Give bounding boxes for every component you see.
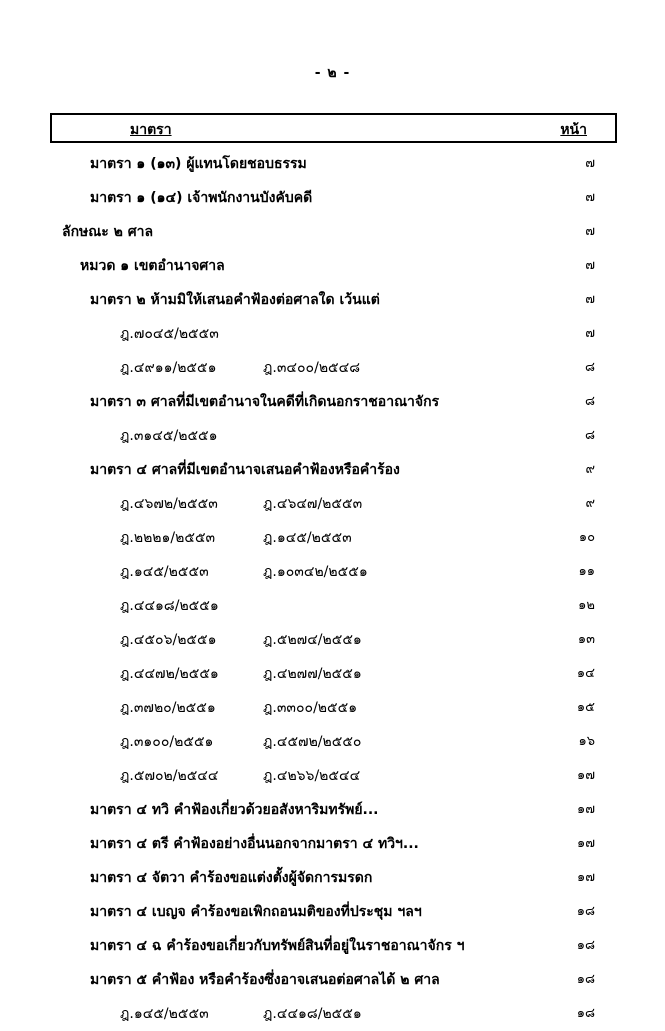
toc-entry-page-number: ๑๒ (578, 598, 595, 613)
toc-entry-page-number: ๑๔ (576, 666, 595, 681)
toc-column-header-title: มาตรา (130, 122, 172, 138)
toc-entry-secondary-label: ฎ.๑๔๕/๒๕๕๓ (263, 530, 352, 546)
toc-entry-label: ฎ.๔๔๗๒/๒๕๕๑ (120, 666, 219, 682)
toc-entry-secondary-label: ฎ.๑๐๓๔๒/๒๕๕๑ (263, 564, 368, 580)
toc-entry-label: ฎ.๑๔๕/๒๕๕๓ (120, 564, 209, 580)
page-folio: - ๒ - (314, 65, 351, 81)
toc-entry-page-number: ๑๘ (576, 972, 595, 987)
toc-entry-page-number: ๗ (585, 224, 595, 239)
toc-entry-page-number: ๘ (584, 360, 595, 375)
toc-entry-page-number: ๗ (585, 326, 595, 341)
toc-entry-label: ฎ.๓๑๔๕/๒๕๕๑ (120, 428, 218, 444)
toc-entry-label: มาตรา ๑ (๑๔) เจ้าพนักงานบังคับคดี (90, 190, 313, 206)
toc-entry (50, 555, 617, 589)
toc-entry-page-number: ๑๓ (577, 632, 595, 647)
toc-entry-page-number: ๘ (584, 394, 595, 409)
toc-entry-label: มาตรา ๔ จัตวา คำร้องขอแต่งตั้งผู้จัดการมรดก (90, 870, 373, 886)
toc-entry-page-number: ๑๖ (578, 734, 595, 749)
toc-entry-label: มาตรา ๔ เบญจ คำร้องขอเพิกถอนมติของที่ประชุม ฯลฯ (90, 904, 422, 920)
toc-entry-label: ฎ.๔๕๐๖/๒๕๕๑ (120, 632, 217, 648)
toc-entry-page-number: ๗ (585, 156, 595, 171)
toc-entry-page-number: ๑๗ (576, 768, 595, 783)
toc-entry (50, 895, 617, 929)
toc-entry-label: ฎ.๔๖๗๒/๒๕๕๓ (120, 496, 218, 512)
toc-entry-label: มาตรา ๔ ทวิ คำฟ้องเกี่ยวด้วยอสังหาริมทรัพย์... (90, 802, 379, 818)
toc-entry-page-number: ๙ (585, 462, 595, 477)
toc-entry (50, 861, 617, 895)
toc-entry (50, 385, 617, 419)
toc-entry-secondary-label: ฎ.๔๒๗๗/๒๕๕๑ (263, 666, 362, 682)
toc-entry (50, 929, 617, 963)
toc-entry (50, 589, 617, 623)
toc-entry-page-number: ๑๑ (578, 564, 595, 579)
toc-entry (50, 181, 617, 215)
toc-entry-label: หมวด ๑ เขตอำนาจศาล (80, 258, 225, 274)
toc-entry-page-number: ๑๗ (576, 870, 595, 885)
toc-entry-page-number: ๙ (585, 496, 595, 511)
toc-entry (50, 351, 617, 385)
toc-entry (50, 827, 617, 861)
toc-entry (50, 521, 617, 555)
toc-entry-page-number: ๘ (584, 428, 595, 443)
toc-header-box (50, 113, 617, 143)
toc-entry-secondary-label: ฎ.๕๒๗๔/๒๕๕๑ (263, 632, 362, 648)
toc-entry (50, 725, 617, 759)
toc-entry-secondary-label: ฎ.๔๒๖๖/๒๕๔๔ (263, 768, 361, 784)
toc-entry (50, 963, 617, 997)
toc-entry (50, 759, 617, 793)
toc-entry (50, 249, 617, 283)
toc-entry-label: ฎ.๓๗๒๐/๒๕๕๑ (120, 700, 216, 716)
toc-entry-page-number: ๑๘ (576, 904, 595, 919)
toc-entry-label: ฎ.๕๗๐๒/๒๕๔๔ (120, 768, 219, 784)
toc-entry-label: ฎ.๗๐๔๕/๒๕๕๓ (120, 326, 219, 342)
toc-entry-label: มาตรา ๑ (๑๓) ผู้แทนโดยชอบธรรม (90, 156, 307, 172)
toc-entry (50, 283, 617, 317)
toc-entry-page-number: ๑๕ (576, 700, 595, 715)
toc-entry-label: ฎ.๔๔๑๘/๒๕๕๑ (120, 598, 219, 614)
toc-entry (50, 997, 617, 1031)
toc-entry-page-number: ๗ (585, 292, 595, 307)
toc-entry (50, 419, 617, 453)
toc-entry-label: มาตรา ๔ ฉ คำร้องขอเกี่ยวกับทรัพย์สินที่อยู่ในราชอาณาจักร ฯ (90, 938, 465, 954)
toc-entry-label: ฎ.๑๔๕/๒๕๕๓ (120, 1006, 209, 1022)
toc-entry (50, 487, 617, 521)
toc-entry-page-number: ๑๗ (576, 836, 595, 851)
toc-entry (50, 453, 617, 487)
toc-entry-page-number: ๗ (585, 190, 595, 205)
toc-entry-secondary-label: ฎ.๔๕๗๒/๒๕๕๐ (263, 734, 362, 750)
toc-entry-page-number: ๑๗ (576, 802, 595, 817)
toc-entry-label: ฎ.๒๒๒๑/๒๕๕๓ (120, 530, 216, 546)
toc-entry (50, 317, 617, 351)
toc-entry-label: ฎ.๔๙๑๑/๒๕๕๑ (120, 360, 217, 376)
toc-entry-secondary-label: ฎ.๔๔๑๘/๒๕๕๑ (263, 1006, 362, 1022)
toc-entry-label: มาตรา ๔ ศาลที่มีเขตอำนาจเสนอคำฟ้องหรือคำร้อง (90, 462, 400, 478)
toc-entry-page-number: ๑๐ (578, 530, 595, 545)
toc-entry (50, 793, 617, 827)
toc-entry-label: มาตรา ๕ คำฟ้อง หรือคำร้องซึ่งอาจเสนอต่อศาลได้ ๒ ศาล (90, 972, 440, 988)
toc-list (50, 147, 617, 1031)
toc-entry (50, 657, 617, 691)
toc-entry-label: ลักษณะ ๒ ศาล (62, 224, 154, 240)
toc-entry-secondary-label: ฎ.๓๓๐๐/๒๕๕๑ (263, 700, 358, 716)
toc-entry-page-number: ๗ (585, 258, 595, 273)
toc-column-header-page: หน้า (560, 122, 587, 138)
toc-entry (50, 215, 617, 249)
toc-entry-label: ฎ.๓๑๐๐/๒๕๕๑ (120, 734, 214, 750)
toc-entry-page-number: ๑๘ (576, 1006, 595, 1021)
toc-entry (50, 691, 617, 725)
toc-entry-secondary-label: ฎ.๓๔๐๐/๒๕๔๘ (263, 360, 361, 376)
toc-entry-label: มาตรา ๒ ห้ามมิให้เสนอคำฟ้องต่อศาลใด เว้นแต่ (90, 292, 380, 308)
toc-entry (50, 147, 617, 181)
toc-entry-label: มาตรา ๔ ตรี คำฟ้องอย่างอื่นนอกจากมาตรา ๔ ทวิฯ... (90, 836, 419, 852)
toc-entry-label: มาตรา ๓ ศาลที่มีเขตอำนาจในคดีที่เกิดนอกราชอาณาจักร (90, 394, 440, 410)
toc-entry-secondary-label: ฎ.๔๖๔๗/๒๕๕๓ (263, 496, 363, 512)
toc-entry (50, 623, 617, 657)
toc-entry-page-number: ๑๘ (576, 938, 595, 953)
